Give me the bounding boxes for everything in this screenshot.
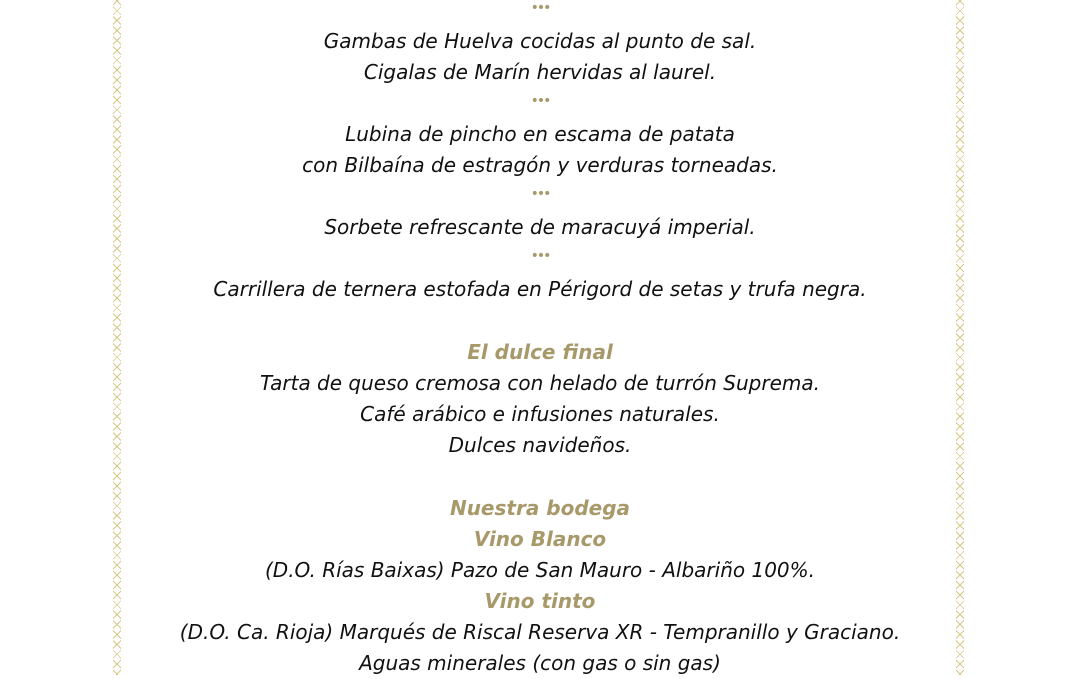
menu-item: Carrillera de ternera estofada en Périgord de setas y trufa negra. <box>213 277 867 301</box>
white-wine-item: (D.O. Rías Baixas) Pazo de San Mauro - Albariño 100%. <box>265 558 815 582</box>
separator-dots-icon: ••• <box>530 186 550 202</box>
menu-item: Sorbete refrescante de maracuyá imperial. <box>324 215 756 239</box>
white-wine-heading: Vino Blanco <box>473 527 607 551</box>
dessert-item: Dulces navideños. <box>448 433 632 457</box>
menu-item: Lubina de pincho en escama de patata <box>345 122 735 146</box>
cellar-heading: Nuestra bodega <box>449 496 631 520</box>
dessert-item: Tarta de queso cremosa con helado de turrón Suprema. <box>260 371 820 395</box>
red-wine-heading: Vino tinto <box>484 589 596 613</box>
section-gap <box>0 461 1080 493</box>
menu-item: con Bilbaína de estragón y verduras torneadas. <box>302 153 778 177</box>
dessert-heading: El dulce final <box>467 340 613 364</box>
dessert-item: Café arábico e infusiones naturales. <box>360 402 720 426</box>
separator-dots-icon: ••• <box>530 0 550 16</box>
menu-item: Gambas de Huelva cocidas al punto de sal. <box>323 29 757 53</box>
water-item: Aguas minerales (con gas o sin gas) <box>359 651 721 675</box>
separator-dots-icon: ••• <box>530 93 550 109</box>
red-wine-item: (D.O. Ca. Rioja) Marqués de Riscal Reserva XR - Tempranillo y Graciano. <box>179 620 901 644</box>
menu-item: Cigalas de Marín hervidas al laurel. <box>363 60 717 84</box>
section-gap <box>0 305 1080 337</box>
separator-dots-icon: ••• <box>530 248 550 264</box>
